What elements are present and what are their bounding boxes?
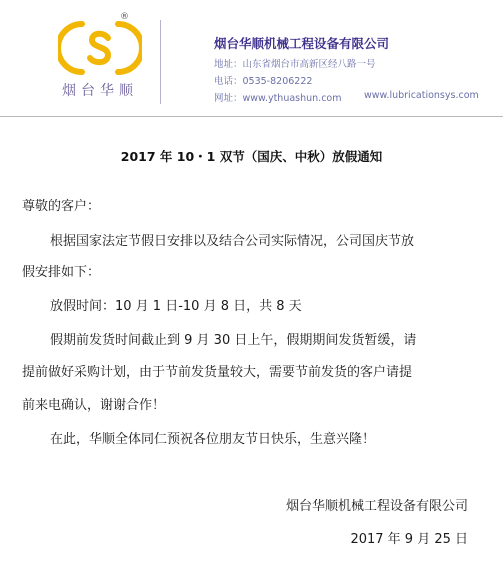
letterhead <box>0 0 503 118</box>
notice-title: 2017 年 10・1 双节（国庆、中秋）放假通知 <box>120 149 383 164</box>
paragraph-3-line-1: 假期前发货时间截止到 9 月 30 日上午，假期期间发货暂缓，请 <box>50 333 417 348</box>
company-address: 地址：山东省烟台市高新区经八路一号 <box>214 59 376 70</box>
registered-mark: ® <box>120 12 129 22</box>
company-name: 烟台华顺机械工程设备有限公司 <box>214 36 390 51</box>
closing-wishes: 在此，华顺全体同仁预祝各位朋友节日快乐，生意兴隆！ <box>50 432 376 447</box>
company-website-row <box>214 90 479 104</box>
holiday-period: 放假时间：10 月 1 日-10 月 8 日，共 8 天 <box>50 299 302 314</box>
paragraph-3-line-2: 提前做好采购计划，由于节前发货量较大，需要节前发货的客户请提 <box>22 365 413 380</box>
company-website-2[interactable]: www.lubricationsys.com <box>364 90 479 101</box>
paragraph-1-line-1: 根据国家法定节假日安排以及结合公司实际情况，公司国庆节放 <box>50 234 415 249</box>
greeting: 尊敬的客户： <box>22 199 101 214</box>
company-phone: 电话：0535-8206222 <box>214 76 313 87</box>
company-website[interactable]: 网址：www.ythuashun.com <box>214 93 342 104</box>
paragraph-1-line-2: 假安排如下： <box>22 265 101 280</box>
signature-company: 烟台华顺机械工程设备有限公司 <box>285 499 468 514</box>
header-rule <box>0 116 503 117</box>
header-divider <box>160 20 161 104</box>
signature-date: 2017 年 9 月 25 日 <box>350 532 468 547</box>
logo-text: 烟台华顺 <box>62 83 138 99</box>
huashun-logo-icon <box>58 18 142 80</box>
company-logo <box>58 12 142 102</box>
paragraph-3-line-3: 前来电确认，谢谢合作！ <box>22 398 166 413</box>
